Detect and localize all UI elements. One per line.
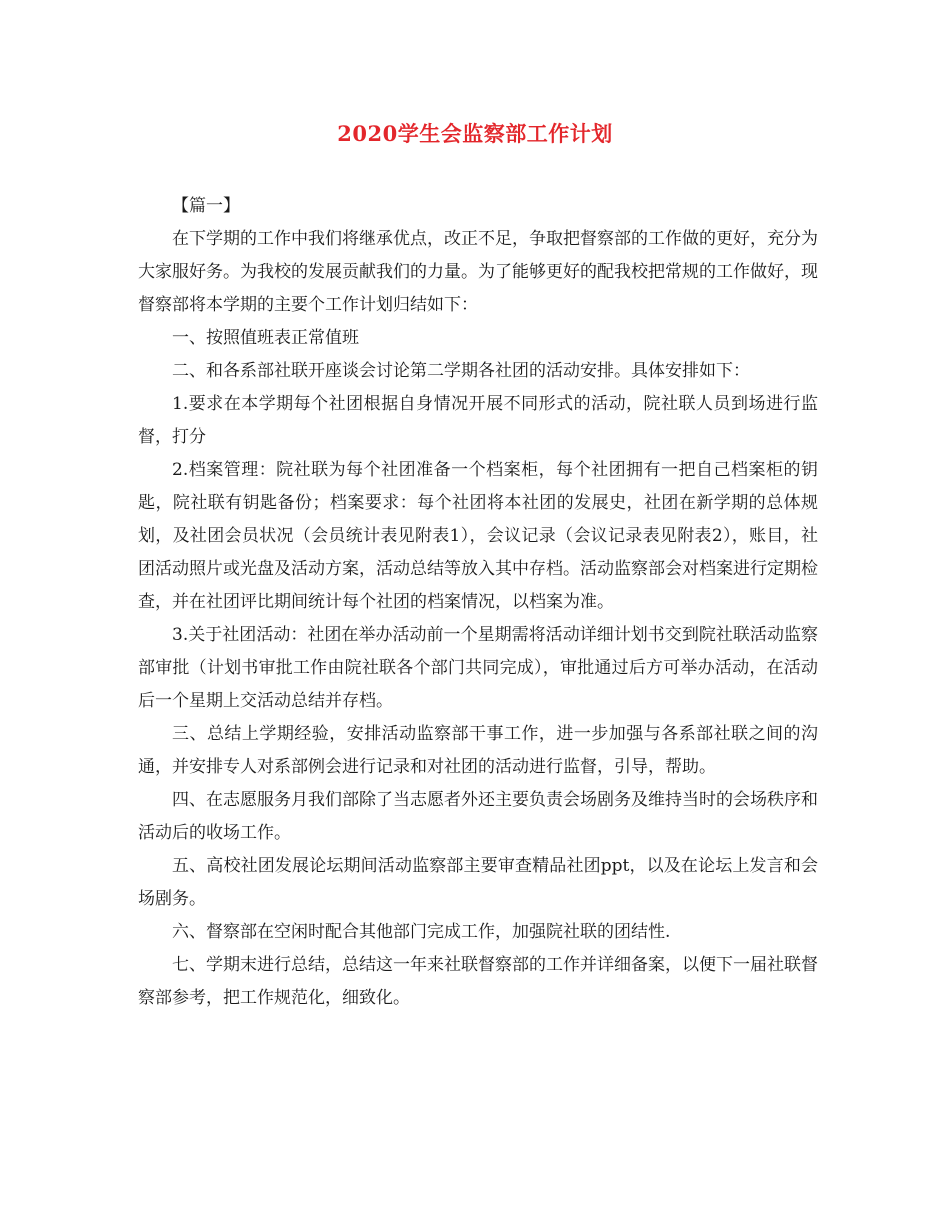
plan-item-4: 四、在志愿服务月我们部除了当志愿者外还主要负责会场剧务及维持当时的会场秩序和活动后的收场工作。 — [138, 790, 818, 843]
section-label: 【篇一】 — [172, 196, 240, 216]
document-title: 2020学生会监察部工作计划 — [337, 121, 613, 146]
document-body — [138, 190, 818, 1015]
plan-subitem-2: 2.档案管理：院社联为每个社团准备一个档案柜，每个社团拥有一把自己档案柜的钥匙，院社联有钥匙备份；档案要求：每个社团将本社团的发展史，社团在新学期的总体规划，及社团会员状况（会员统计表见附表1），会议记录（会议记录表见附表2），账目，社团活动照片或光盘及活动方案，活动总结等放入其中存档。活动监察部会对档案进行定期检查，并在社团评比期间统计每个社团的档案情况，以档案为准。 — [138, 460, 818, 612]
plan-item-2: 二、和各系部社联开座谈会讨论第二学期各社团的活动安排。具体安排如下： — [172, 361, 750, 381]
plan-item-6: 六、督察部在空闲时配合其他部门完成工作，加强院社联的团结性. — [172, 922, 671, 942]
plan-item-3: 三、总结上学期经验，安排活动监察部干事工作，进一步加强与各系部社联之间的沟通，并安排专人对系部例会进行记录和对社团的活动进行监督，引导，帮助。 — [138, 724, 818, 777]
plan-item-5: 五、高校社团发展论坛期间活动监察部主要审查精品社团ppt，以及在论坛上发言和会场剧务。 — [138, 856, 818, 909]
intro-paragraph: 在下学期的工作中我们将继承优点，改正不足，争取把督察部的工作做的更好，充分为大家服好务。为我校的发展贡献我们的力量。为了能够更好的配我校把常规的工作做好，现督察部将本学期的主要个工作计划归结如下： — [138, 229, 818, 315]
plan-item-7: 七、学期末进行总结，总结这一年来社联督察部的工作并详细备案，以便下一届社联督察部参考，把工作规范化，细致化。 — [138, 955, 818, 1008]
plan-subitem-1: 1.要求在本学期每个社团根据自身情况开展不同形式的活动，院社联人员到场进行监督，打分 — [138, 394, 818, 447]
plan-item-1: 一、按照值班表正常值班 — [172, 328, 359, 348]
plan-subitem-3: 3.关于社团活动：社团在举办活动前一个星期需将活动详细计划书交到院社联活动监察部审批（计划书审批工作由院社联各个部门共同完成），审批通过后方可举办活动，在活动后一个星期上交活动总结并存档。 — [138, 625, 818, 711]
